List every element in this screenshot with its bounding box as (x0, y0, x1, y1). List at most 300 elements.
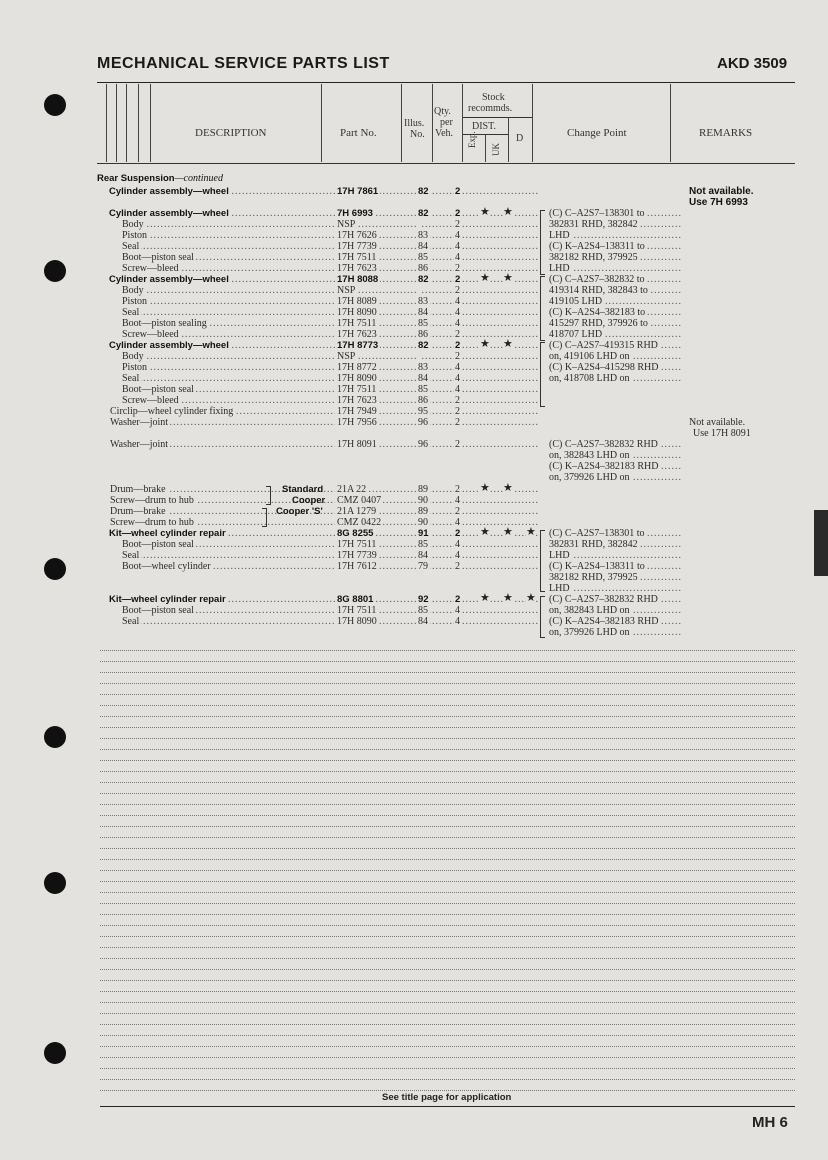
change-point-text: 382831 RHD, 382842 (549, 219, 638, 230)
illus-number (418, 208, 454, 219)
footer-note: See title page for application (382, 1092, 512, 1103)
part-description-text: Screw—drum to hub (110, 517, 194, 528)
change-point-line (549, 307, 681, 318)
part-number-text: NSP (337, 219, 356, 230)
change-point-text: 382831 RHD, 382842 (549, 539, 638, 550)
part-number (337, 362, 417, 373)
quantity-text: 4 (455, 362, 460, 373)
change-point-line (549, 241, 681, 252)
illus-number (418, 506, 454, 517)
part-number (337, 274, 417, 285)
illus-number (418, 285, 454, 296)
part-number (337, 550, 417, 561)
quantity (455, 285, 538, 296)
quantity (455, 318, 538, 329)
quantity (455, 307, 538, 318)
change-point-text: (C) K–A2S4–382183 RHD (549, 461, 659, 472)
col-illus: Illus. (404, 118, 425, 129)
part-number-text: 17H 7511 (337, 318, 377, 329)
document-code: AKD 3509 (717, 55, 788, 72)
illus-number-text: 89 (418, 506, 428, 517)
empty-ruled-line (100, 650, 795, 651)
column-rule (150, 84, 151, 162)
change-point-line (549, 616, 681, 627)
part-number-text: 17H 7956 (337, 417, 377, 428)
illus-number (418, 528, 454, 539)
part-description-text: Kit—wheel cylinder repair (109, 594, 226, 605)
remark-not-available: Not available. (689, 186, 754, 197)
variant-cooper: Cooper (292, 495, 326, 506)
column-rule (401, 84, 402, 162)
part-number (337, 539, 417, 550)
empty-ruled-line (100, 969, 795, 970)
column-rule (670, 84, 671, 162)
table-row (0, 395, 540, 406)
column-rule (462, 84, 463, 162)
part-number-text: NSP (337, 285, 356, 296)
quantity-text: 4 (455, 550, 460, 561)
table-row (0, 406, 540, 417)
change-point-line (549, 550, 681, 561)
illus-number (418, 329, 454, 340)
part-number (337, 495, 417, 506)
part-number-text: 17H 8089 (337, 296, 377, 307)
part-number (337, 517, 417, 528)
part-description (110, 406, 335, 417)
quantity-text: 4 (455, 318, 460, 329)
part-description-text: Boot—wheel cylinder (122, 561, 211, 572)
column-rule (508, 118, 509, 162)
part-description (109, 340, 335, 351)
binder-hole (44, 726, 66, 748)
part-description-text: Boot—piston seal (122, 605, 194, 616)
illus-number-text (418, 351, 420, 362)
part-description (109, 528, 335, 539)
illus-number (418, 439, 454, 450)
illus-number (418, 230, 454, 241)
part-description-text: Boot—piston seal (122, 539, 194, 550)
part-description-text: Boot—piston seal (122, 252, 194, 263)
empty-ruled-line (100, 980, 795, 981)
empty-ruled-line (100, 925, 795, 926)
part-description (122, 263, 335, 274)
quantity (455, 395, 538, 406)
change-point-text: (C) C–A2S7–138301 to (549, 528, 645, 539)
part-number (337, 263, 417, 274)
footer-rule (100, 1106, 795, 1107)
remark-use: Use 7H 6993 (689, 197, 748, 208)
part-description-text: Drum—brake (110, 506, 166, 517)
illus-number (418, 373, 454, 384)
change-point-text: (C) K–A2S4–382183 RHD (549, 616, 659, 627)
empty-ruled-line (100, 826, 795, 827)
part-number-text: 17H 8091 (337, 439, 377, 450)
change-point-text: (C) K–A2S4–138311 to (549, 561, 645, 572)
change-point-line (549, 583, 681, 594)
quantity-text: 2 (455, 484, 460, 495)
part-description-text: Washer—joint (110, 417, 169, 428)
quantity-text: 2 (455, 208, 461, 219)
part-number (337, 395, 417, 406)
table-row (0, 186, 540, 197)
quantity (455, 274, 538, 285)
table-row (0, 384, 540, 395)
part-number-text: 17H 7623 (337, 329, 377, 340)
quantity-text: 4 (455, 373, 460, 384)
change-point-line (549, 329, 681, 340)
part-number-text: 8G 8801 (337, 594, 374, 605)
empty-ruled-line (100, 1024, 795, 1025)
column-rule (126, 84, 127, 162)
part-description (122, 539, 335, 550)
quantity-text: 4 (455, 252, 460, 263)
stock-star-icon: ★ (503, 338, 513, 350)
quantity (455, 616, 538, 627)
part-description-text: Screw—bleed (122, 329, 179, 340)
stock-star-icon: ★ (480, 592, 490, 604)
part-description (122, 285, 335, 296)
quantity (455, 263, 538, 274)
part-description-text: Screw—drum to hub (110, 495, 194, 506)
quantity-text: 4 (455, 230, 460, 241)
empty-ruled-line (100, 1079, 795, 1080)
stock-star-icon: ★ (503, 206, 513, 218)
part-number-text: 17H 7739 (337, 550, 377, 561)
stock-star-icon: ★ (526, 592, 536, 604)
change-point-text: (C) K–A2S4–138311 to (549, 241, 645, 252)
change-point-bracket (540, 276, 545, 341)
change-point-text: LHD (549, 550, 570, 561)
illus-number (418, 395, 454, 406)
quantity (455, 495, 538, 506)
col-qty-3: Veh. (435, 128, 454, 139)
variant-bracket (266, 486, 271, 505)
table-row (0, 528, 540, 539)
part-description (122, 351, 335, 362)
change-point-bracket (540, 530, 545, 592)
part-number (337, 208, 417, 219)
change-point-text: 419314 RHD, 382843 to (549, 285, 648, 296)
part-number (337, 351, 417, 362)
quantity (455, 506, 538, 517)
part-number (337, 594, 417, 605)
quantity-text: 2 (455, 285, 460, 296)
part-number-text: 17H 8090 (337, 616, 377, 627)
change-point-text: 418707 LHD (549, 329, 603, 340)
change-point-text: on, 382843 LHD on (549, 605, 630, 616)
quantity (455, 605, 538, 616)
empty-ruled-line (100, 727, 795, 728)
quantity (455, 406, 538, 417)
section-title-sub: continued (183, 173, 223, 184)
illus-number-text: 84 (418, 241, 428, 252)
quantity (455, 296, 538, 307)
quantity (455, 384, 538, 395)
illus-number (418, 417, 454, 428)
change-point-text: 419105 LHD (549, 296, 603, 307)
change-point-text: on, 418708 LHD on (549, 373, 630, 384)
change-point-text: 382182 RHD, 379925 (549, 572, 638, 583)
change-point-line (549, 572, 681, 583)
part-number-text: 8G 8255 (337, 528, 374, 539)
illus-number (418, 594, 454, 605)
illus-number-text: 83 (418, 362, 428, 373)
col-d: D (516, 133, 524, 144)
illus-number-text: 82 (418, 340, 429, 351)
illus-number-text: 96 (418, 417, 428, 428)
table-row (0, 550, 540, 561)
quantity (455, 230, 538, 241)
empty-ruled-line (100, 716, 795, 717)
part-description-text: Body (122, 219, 144, 230)
part-number-text: 17H 7623 (337, 395, 377, 406)
quantity-text: 2 (455, 406, 460, 417)
col-uk: UK (491, 143, 501, 156)
part-number (337, 241, 417, 252)
part-description (122, 561, 335, 572)
change-point-text: on, 419106 LHD on (549, 351, 630, 362)
table-row (0, 561, 540, 572)
illus-number-text: 84 (418, 550, 428, 561)
empty-ruled-line (100, 738, 795, 739)
quantity-text: 2 (455, 439, 460, 450)
column-rule (138, 84, 139, 162)
part-number-text: 17H 8088 (337, 274, 379, 285)
part-number (337, 318, 417, 329)
column-rule (485, 135, 486, 162)
change-point-text: LHD (549, 263, 570, 274)
change-point-text: LHD (549, 583, 570, 594)
section-tab (814, 510, 828, 576)
page-title: MECHANICAL SERVICE PARTS LIST (97, 55, 390, 72)
illus-number-text: 91 (418, 528, 429, 539)
change-point-text: (C) K–A2S4–382183 to (549, 307, 646, 318)
part-description-text: Body (122, 351, 144, 362)
illus-number-text: 86 (418, 395, 428, 406)
illus-number-text: 82 (418, 186, 429, 197)
change-point-bracket (540, 596, 545, 638)
part-description (122, 318, 335, 329)
table-row (0, 616, 540, 627)
col-qty-2: per (440, 117, 453, 128)
part-description-text: Seal (122, 550, 140, 561)
illus-number (418, 561, 454, 572)
stock-star-icon: ★ (503, 272, 513, 284)
quantity (455, 340, 538, 351)
part-description (122, 550, 335, 561)
table-row (0, 219, 540, 230)
quantity-text: 2 (455, 594, 461, 605)
stock-star-icon: ★ (503, 526, 513, 538)
change-point-text: (C) K–A2S4–415298 RHD (549, 362, 659, 373)
variant-cooper-s: Cooper 'S' (276, 506, 323, 517)
binder-hole (44, 1042, 66, 1064)
empty-ruled-line (100, 892, 795, 893)
part-description (109, 186, 335, 197)
quantity-text: 2 (455, 329, 460, 340)
quantity-text: 4 (455, 384, 460, 395)
illus-number-text: 89 (418, 484, 428, 495)
quantity (455, 539, 538, 550)
change-point-line (549, 274, 681, 285)
empty-ruled-line (100, 672, 795, 673)
part-number-text: 17H 7739 (337, 241, 377, 252)
illus-number-text: 86 (418, 263, 428, 274)
part-number (337, 406, 417, 417)
quantity-text: 4 (455, 307, 460, 318)
variant-standard: Standard (282, 484, 324, 495)
part-description-text: Piston (122, 362, 148, 373)
table-row (0, 329, 540, 340)
quantity (455, 252, 538, 263)
quantity-text: 2 (455, 186, 461, 197)
illus-number (418, 616, 454, 627)
part-description-text: Screw—bleed (122, 395, 179, 406)
part-description (122, 605, 335, 616)
part-description (109, 208, 335, 219)
empty-ruled-line (100, 661, 795, 662)
change-point-text: 382182 RHD, 379925 (549, 252, 638, 263)
header-rule (97, 82, 795, 83)
table-row (0, 605, 540, 616)
part-description (109, 594, 335, 605)
quantity (455, 561, 538, 572)
part-number-text: NSP (337, 351, 356, 362)
table-row (0, 285, 540, 296)
quantity-text: 2 (455, 340, 461, 351)
change-point-line (549, 594, 681, 605)
empty-ruled-line (100, 1057, 795, 1058)
quantity (455, 362, 538, 373)
change-point-line (549, 263, 681, 274)
change-point-line (549, 252, 681, 263)
part-number-text: 17H 7612 (337, 561, 377, 572)
part-description (122, 307, 335, 318)
quantity-text: 2 (455, 561, 460, 572)
illus-number-text: 84 (418, 373, 428, 384)
illus-number (418, 340, 454, 351)
illus-number (418, 406, 454, 417)
part-description-text: Circlip—wheel cylinder fixing (110, 406, 234, 417)
stock-star-icon: ★ (480, 272, 490, 284)
section-title-main: Rear Suspension (97, 173, 175, 184)
part-description-text: Washer—joint (110, 439, 169, 450)
change-point-line (549, 285, 681, 296)
change-point-line (549, 208, 681, 219)
part-number (337, 373, 417, 384)
part-number (337, 296, 417, 307)
part-description (110, 417, 335, 428)
illus-number-text: 90 (418, 517, 428, 528)
table-row (0, 230, 540, 241)
part-description (110, 517, 335, 528)
change-point-line (549, 351, 681, 362)
empty-ruled-line (100, 1002, 795, 1003)
part-number (337, 528, 417, 539)
empty-ruled-line (100, 793, 795, 794)
quantity (455, 484, 538, 495)
part-description (122, 230, 335, 241)
quantity-text: 4 (455, 539, 460, 550)
col-dist: DIST. (472, 121, 496, 132)
illus-number-text (418, 219, 420, 230)
quantity-text: 2 (455, 417, 460, 428)
quantity-text: 4 (455, 605, 460, 616)
part-number (337, 230, 417, 241)
empty-ruled-line (100, 837, 795, 838)
table-row (0, 351, 540, 362)
remark-not-available: Not available. (689, 417, 746, 428)
column-rule (116, 84, 117, 162)
quantity-text: 2 (455, 506, 460, 517)
empty-ruled-line (100, 760, 795, 761)
empty-ruled-line (100, 782, 795, 783)
part-number-text: CMZ 0422 (337, 517, 382, 528)
change-point-line (549, 373, 681, 384)
part-description (122, 362, 335, 373)
part-description-text: Boot—piston sealing (122, 318, 207, 329)
stock-star-icon: ★ (480, 526, 490, 538)
empty-ruled-line (100, 1090, 795, 1091)
variant-bracket (262, 508, 267, 527)
illus-number-text: 92 (418, 594, 429, 605)
part-description-text: Screw—bleed (122, 263, 179, 274)
change-point-line (549, 219, 681, 230)
empty-ruled-line (100, 870, 795, 871)
empty-ruled-line (100, 749, 795, 750)
column-rule (106, 84, 107, 162)
quantity (455, 351, 538, 362)
illus-number-text: 84 (418, 616, 428, 627)
illus-number (418, 219, 454, 230)
part-number (337, 561, 417, 572)
empty-ruled-line (100, 859, 795, 860)
column-rule (532, 84, 533, 162)
col-stock-2: recommds. (468, 103, 513, 114)
col-remarks: REMARKS (699, 127, 753, 139)
change-point-text: on, 379926 LHD on (549, 472, 630, 483)
header-rule (97, 163, 795, 164)
part-number-text: 17H 7626 (337, 230, 377, 241)
change-point-text: (C) C–A2S7–138301 to (549, 208, 645, 219)
part-number (337, 484, 417, 495)
part-description-text: Seal (122, 616, 140, 627)
stock-star-icon: ★ (503, 482, 513, 494)
section-title: Rear Suspension—continued (97, 173, 223, 184)
quantity-text: 2 (455, 395, 460, 406)
table-row (0, 539, 540, 550)
illus-number (418, 263, 454, 274)
part-description-text: Kit—wheel cylinder repair (109, 528, 226, 539)
illus-number-text: 85 (418, 384, 428, 395)
part-description-text: Seal (122, 307, 140, 318)
empty-ruled-line (100, 694, 795, 695)
quantity (455, 373, 538, 384)
empty-ruled-line (100, 958, 795, 959)
col-change-point: Change Point (567, 127, 627, 139)
empty-ruled-line (100, 991, 795, 992)
part-number (337, 439, 417, 450)
empty-ruled-line (100, 936, 795, 937)
illus-number-text: 85 (418, 318, 428, 329)
part-number-text: 17H 7511 (337, 252, 377, 263)
part-number (337, 329, 417, 340)
illus-number-text: 82 (418, 274, 429, 285)
quantity (455, 208, 538, 219)
part-number (337, 186, 417, 197)
part-number-text: 21A 1279 (337, 506, 377, 517)
illus-number (418, 539, 454, 550)
